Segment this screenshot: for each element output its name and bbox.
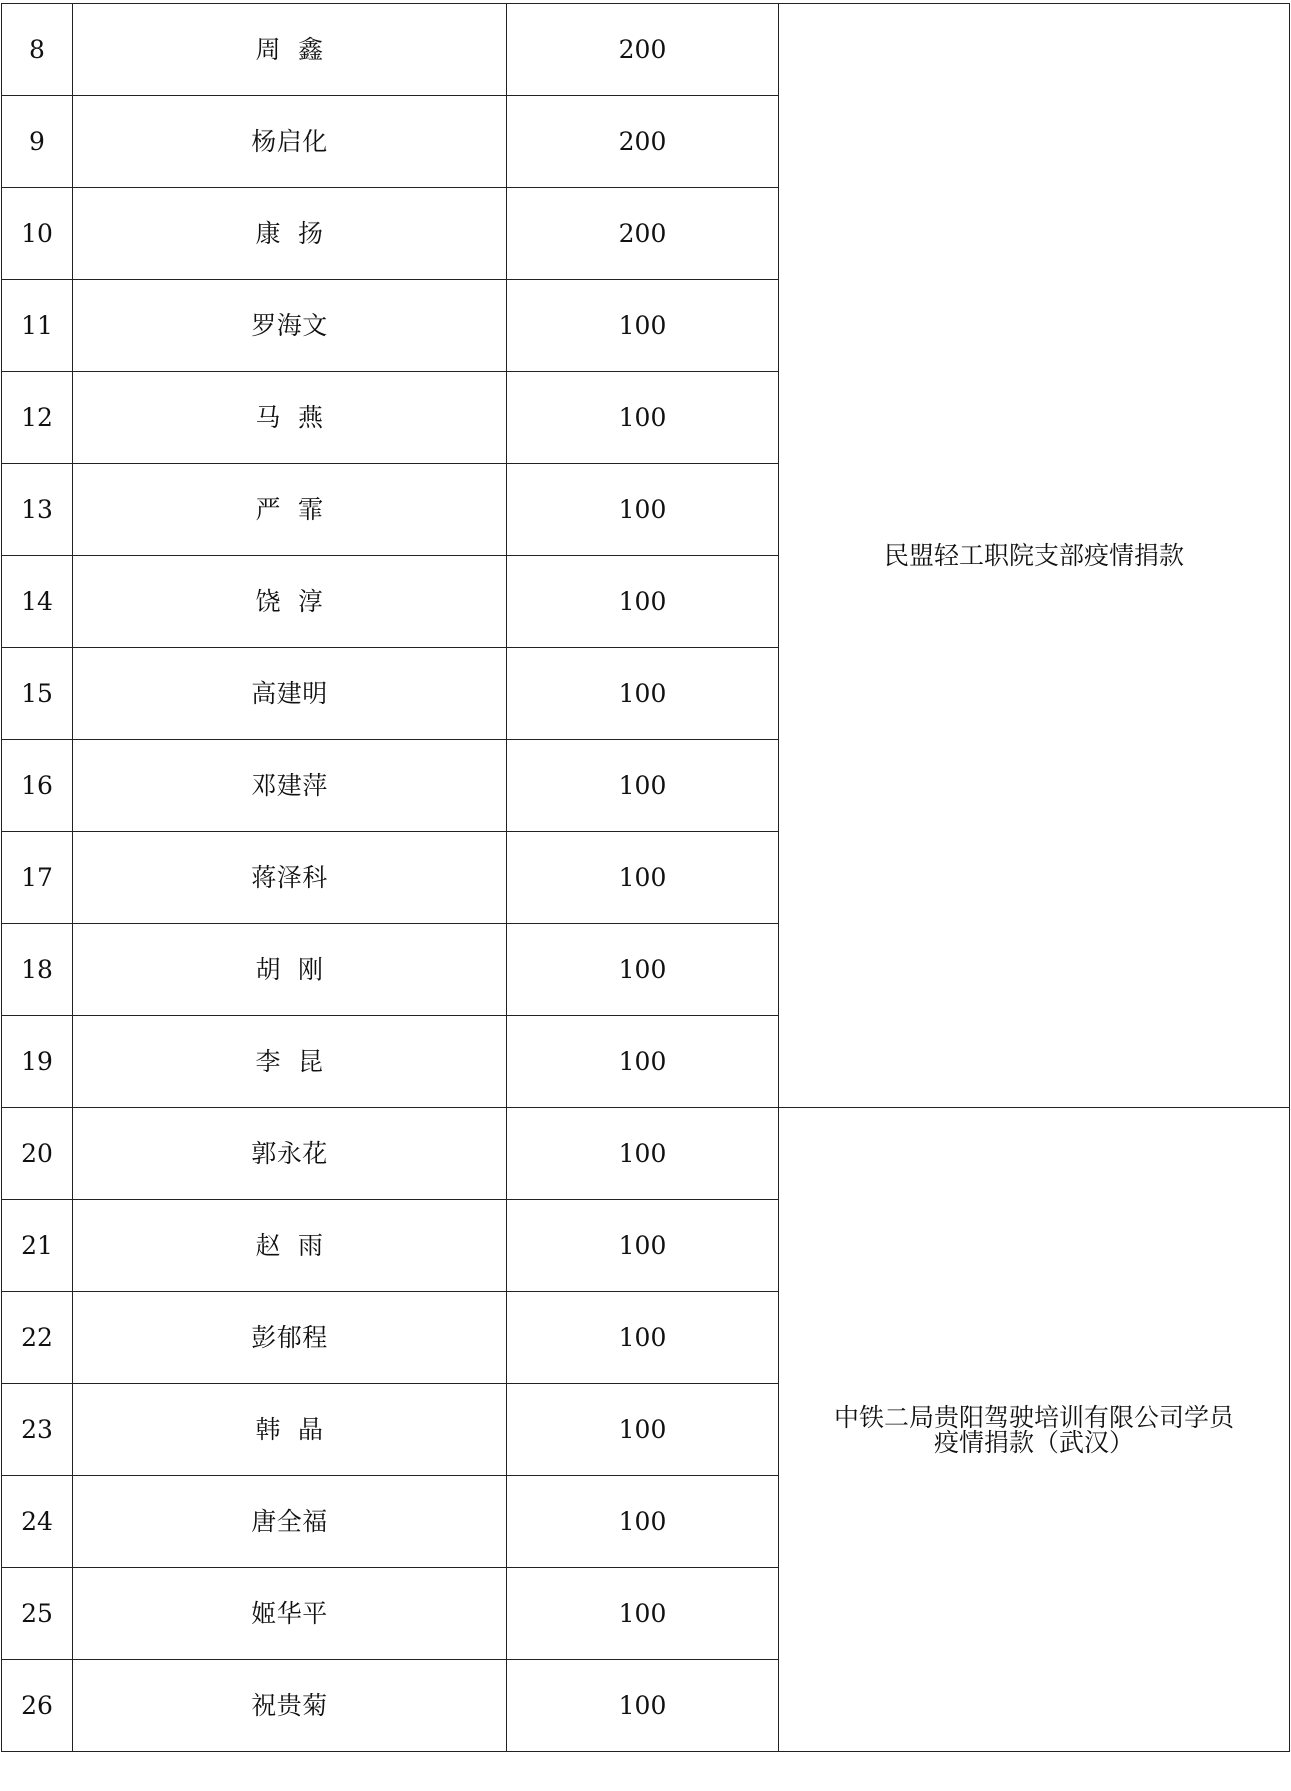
donation-amount: 100: [507, 1292, 779, 1384]
row-number: 18: [2, 924, 73, 1016]
donor-name: 胡 刚: [73, 924, 507, 1016]
donor-name: 韩 晶: [73, 1384, 507, 1476]
donation-amount: 100: [507, 924, 779, 1016]
donation-amount: 100: [507, 740, 779, 832]
donor-name: 蒋泽科: [73, 832, 507, 924]
row-number: 10: [2, 188, 73, 280]
donor-name: 姬华平: [73, 1568, 507, 1660]
table-row: [2, 4, 1290, 96]
table-row: [2, 1108, 1290, 1200]
row-number: 14: [2, 556, 73, 648]
donor-name: 罗海文: [73, 280, 507, 372]
donor-name: 郭永花: [73, 1108, 507, 1200]
donor-name: 彭郁程: [73, 1292, 507, 1384]
donation-amount: 100: [507, 1568, 779, 1660]
row-number: 25: [2, 1568, 73, 1660]
donor-name: 杨启化: [73, 96, 507, 188]
group-note-line: 民盟轻工职院支部疫情捐款: [883, 541, 1184, 570]
row-number: 9: [2, 96, 73, 188]
row-number: 15: [2, 648, 73, 740]
donation-amount: 100: [507, 1200, 779, 1292]
row-number: 17: [2, 832, 73, 924]
donation-amount: 100: [507, 1016, 779, 1108]
row-number: 26: [2, 1660, 73, 1752]
group-note-line: 中铁二局贵阳驾驶培训有限公司学员: [833, 1402, 1234, 1432]
donation-amount: 100: [507, 556, 779, 648]
donor-name: 高建明: [73, 648, 507, 740]
row-number: 12: [2, 372, 73, 464]
row-number: 22: [2, 1292, 73, 1384]
row-number: 20: [2, 1108, 73, 1200]
donor-name: 邓建萍: [73, 740, 507, 832]
donor-name: 周 鑫: [73, 4, 507, 96]
donor-name: 赵 雨: [73, 1200, 507, 1292]
donation-amount: 100: [507, 832, 779, 924]
row-number: 24: [2, 1476, 73, 1568]
donation-amount: 100: [507, 1108, 779, 1200]
row-number: 23: [2, 1384, 73, 1476]
donation-amount: 100: [507, 1384, 779, 1476]
donation-amount: 100: [507, 1660, 779, 1752]
row-number: 19: [2, 1016, 73, 1108]
donation-amount: 100: [507, 1476, 779, 1568]
donor-name: 康 扬: [73, 188, 507, 280]
row-number: 8: [2, 4, 73, 96]
donor-name: 严 霏: [73, 464, 507, 556]
row-number: 11: [2, 280, 73, 372]
row-number: 13: [2, 464, 73, 556]
donation-amount: 100: [507, 280, 779, 372]
donation-amount: 100: [507, 464, 779, 556]
donor-name: 祝贵菊: [73, 1660, 507, 1752]
donation-amount: 200: [507, 4, 779, 96]
row-number: 21: [2, 1200, 73, 1292]
donation-amount: 100: [507, 648, 779, 740]
row-number: 16: [2, 740, 73, 832]
donation-amount: 200: [507, 96, 779, 188]
donation-amount: 200: [507, 188, 779, 280]
donor-name: 唐全福: [73, 1476, 507, 1568]
group-note-cell: [779, 4, 1290, 1108]
donor-name: 饶 淳: [73, 556, 507, 648]
group-note-line: 疫情捐款（武汉）: [933, 1427, 1134, 1457]
donation-amount: 100: [507, 372, 779, 464]
donor-name: 马 燕: [73, 372, 507, 464]
donor-name: 李 昆: [73, 1016, 507, 1108]
group-note-cell: [779, 1108, 1290, 1752]
donation-table: [1, 3, 1290, 1752]
